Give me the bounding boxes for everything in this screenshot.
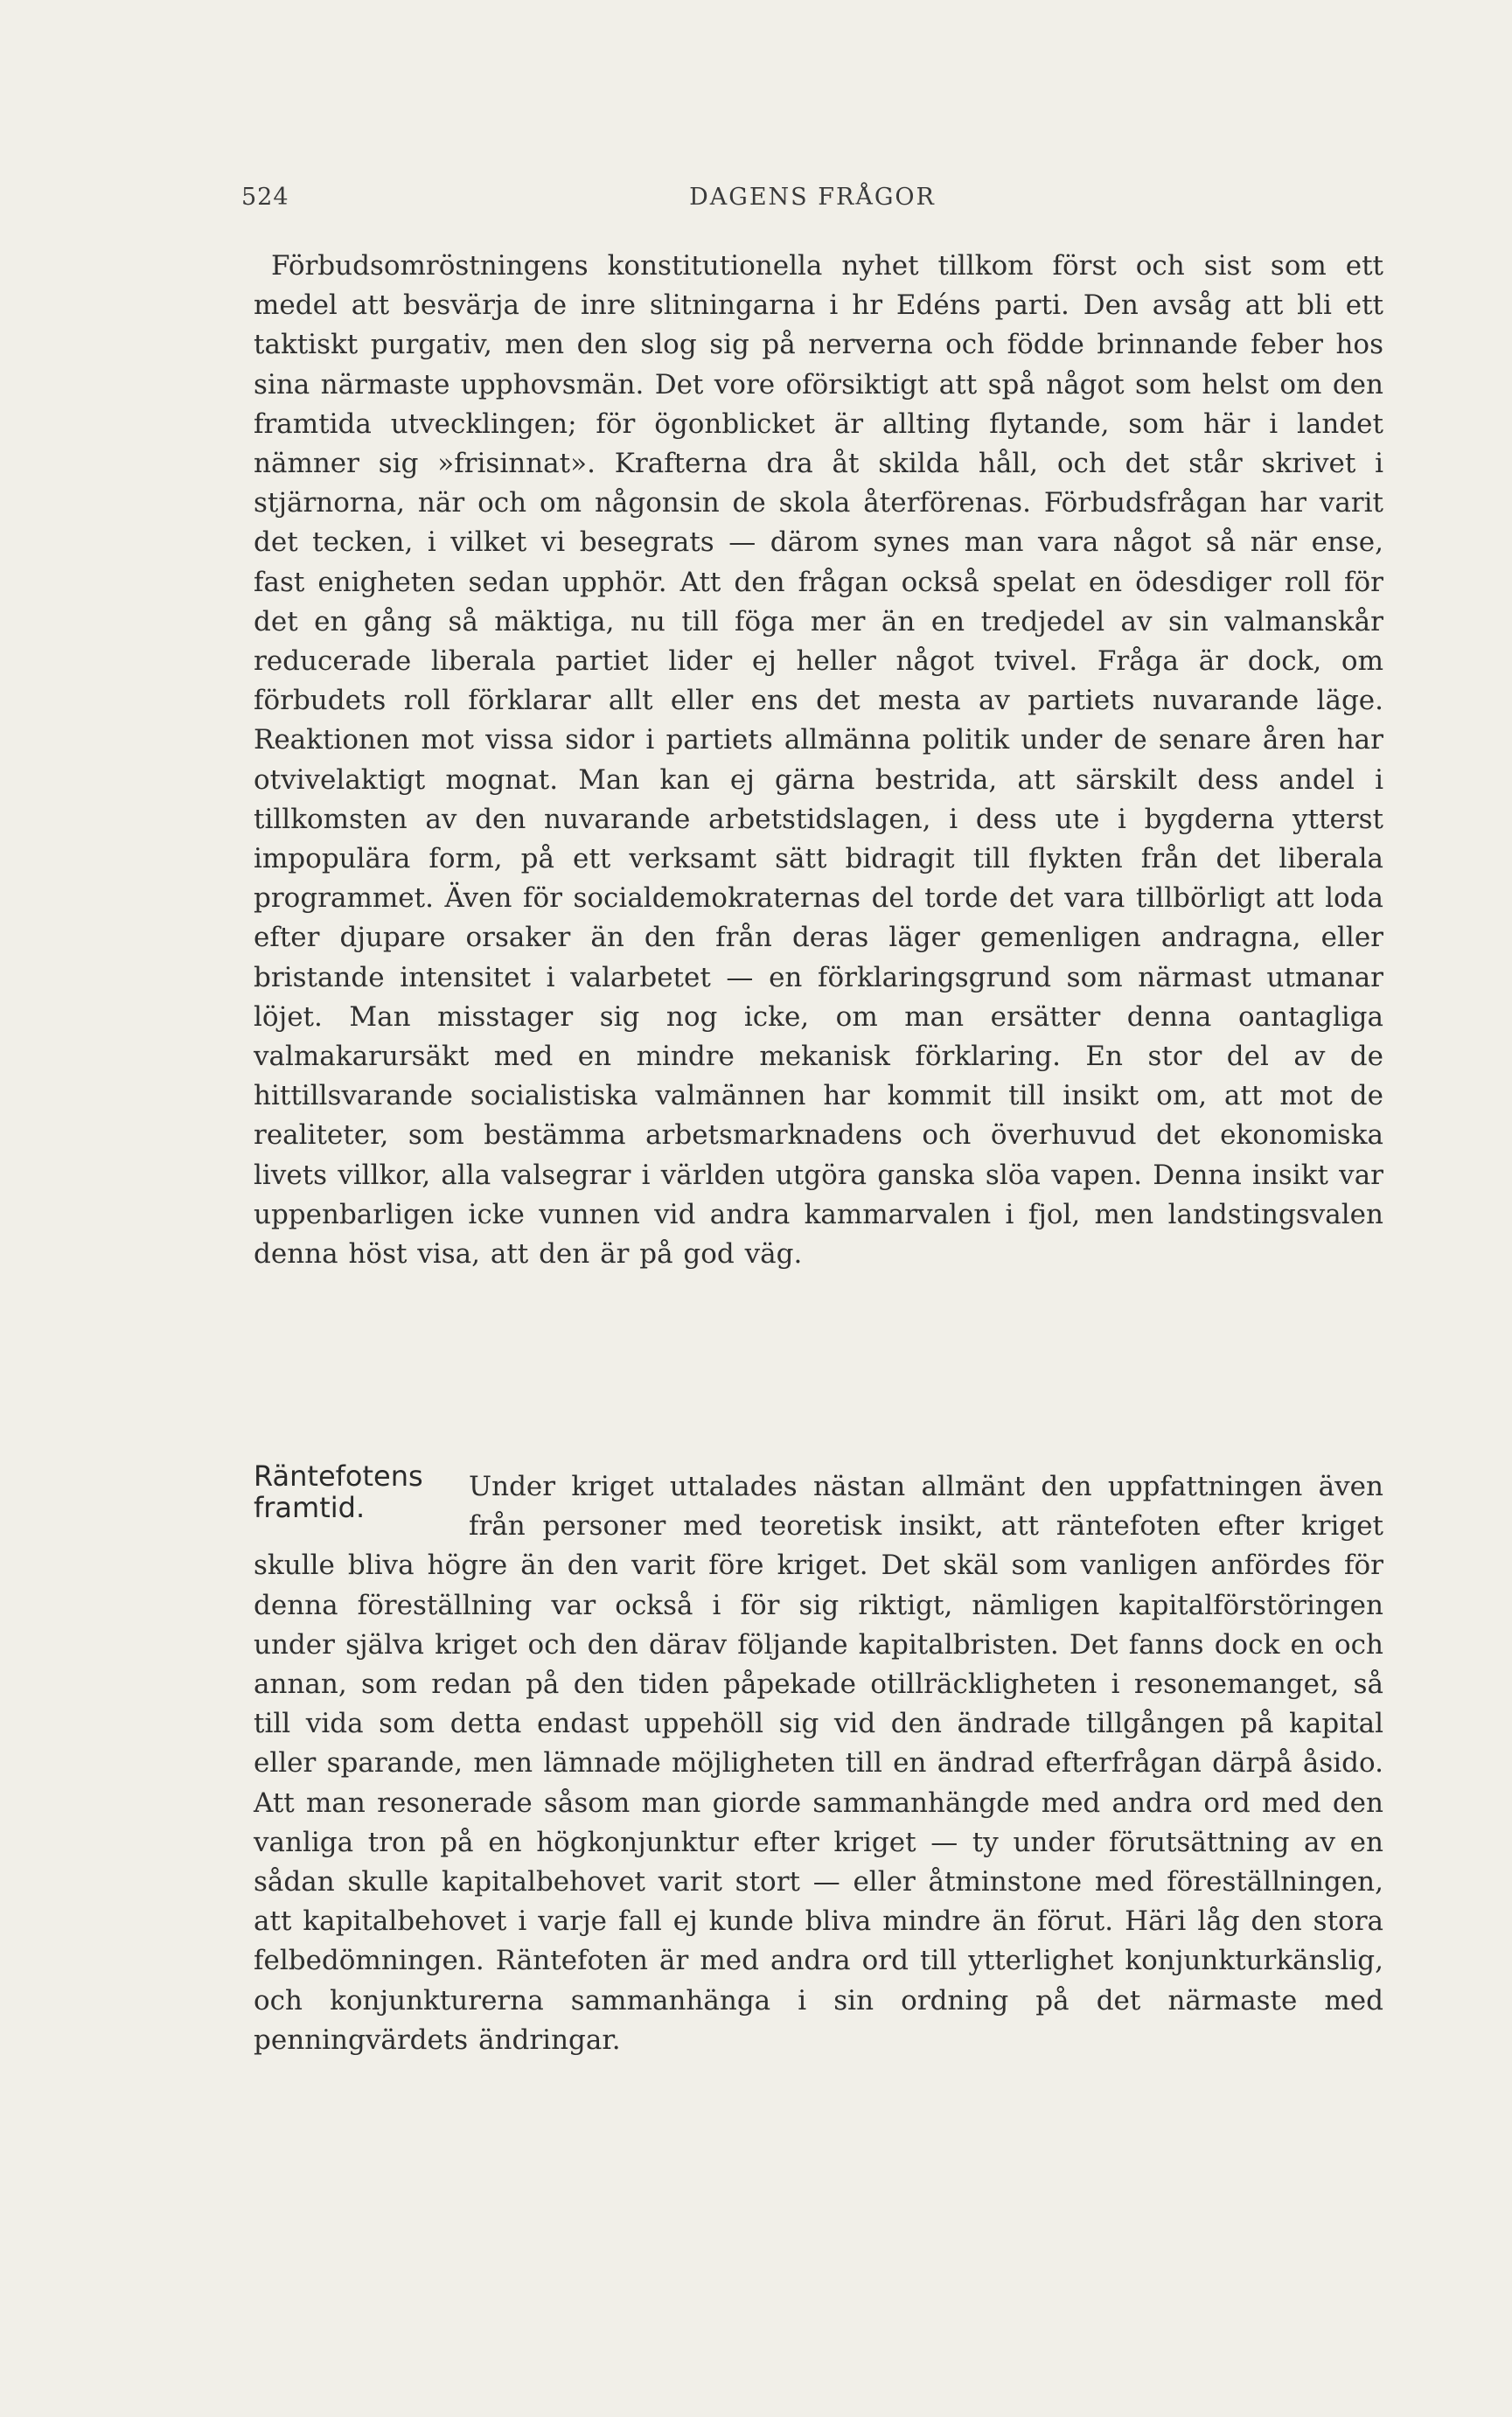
side-heading-line-1: Räntefotens	[254, 1459, 423, 1493]
body-paragraph-2: Under kriget uttalades nästan allmänt den uppfattningen även från personer med teoretisk insikt, att räntefoten efter kriget skulle bliva högre än den varit före kriget. Det skäl som vanligen anfördes för denna föreställning var också i för sig riktigt, nämligen kapitalförstöringen under själva kriget och den därav följande kapitalbristen. Det fanns dock en och annan, som redan på den tiden påpekade otillräckligheten i resonemanget, så till vida som detta endast uppehöll sig vid den ändrade tillgången på kapital eller sparande, men lämnade möjligheten till en ändrad efterfrågan därpå åsido. Att man resonerade såsom man giorde sammanhängde med andra ord med den vanliga tron på en högkonjunktur efter kriget — ty under förutsättning av en sådan skulle kapitalbehovet varit stort — eller åtminstone med föreställningen, att kapitalbehovet i varje fall ej kunde bliva mindre än förut. Häri låg den stora felbedömningen. Räntefoten är med andra ord till ytterlighet konjunkturkänslig, och konjunkturerna sammanhänga i sin ordning på det närmaste med penningvärdets ändringar.	[254, 1471, 1383, 2056]
side-heading	[254, 1460, 469, 1523]
section-rantefotens-framtid	[254, 1455, 1383, 2060]
page-number: 524	[241, 184, 289, 211]
body-paragraph-1: Förbudsomröstningens konstitutionella nyhet tillkom först och sist som ett medel att besvärja de inre slitningarna i hr Edéns parti. Den avsåg att bli ett taktiskt purgativ, men den slog sig på nerverna och födde brinnande feber hos sina närmaste upphovsmän. Det vore oförsiktigt att spå något som helst om den framtida utvecklingen; för ögonblicket är allting flytande, som här i landet nämner sig »frisinnat». Krafterna dra åt skilda håll, och det står skrivet i stjärnorna, när och om någonsin de skola återförenas. Förbudsfrågan har varit det tecken, i vilket vi besegrats — därom synes man vara något så när ense, fast enigheten sedan upphör. Att den frågan också spelat en ödesdiger roll för det en gång så mäktiga, nu till föga mer än en tredjedel av sin valmanskår reducerade liberala partiet lider ej heller något tvivel. Fråga är dock, om förbudets roll förklarar allt eller ens det mesta av partiets nuvarande läge. Reaktionen mot vissa sidor i partiets allmänna politik under de senare åren har otvivelaktigt mognat. Man kan ej gärna bestrida, att särskilt dess andel i tillkomsten av den nuvarande arbetstidslagen, i dess ute i bygderna ytterst impopulära form, på ett verksamt sätt bidragit till flykten från det liberala programmet. Även för socialdemokraternas del torde det vara tillbörligt att loda efter djupare orsaker än den från deras läger gemenligen andragna, eller bristande intensitet i valarbetet — en förklaringsgrund som närmast utmanar löjet. Man misstager sig nog icke, om man ersätter denna oantagliga valmakarursäkt med en mindre mekanisk förklaring. En stor del av de hittillsvarande socialistiska valmännen har kommit till insikt om, att mot de realiteter, som bestämma arbetsmarknadens och överhuvud det ekonomiska livets villkor, alla valsegrar i världen utgöra ganska slöa vapen. Denna insikt var uppenbarligen icke vunnen vid andra kammarvalen i fjol, men landstingsvalen denna höst visa, att den är på god väg.	[254, 250, 1383, 1271]
side-heading-line-2: framtid.	[254, 1491, 366, 1524]
page-header	[241, 184, 1383, 219]
running-title: DAGENS FRÅGOR	[689, 184, 936, 211]
